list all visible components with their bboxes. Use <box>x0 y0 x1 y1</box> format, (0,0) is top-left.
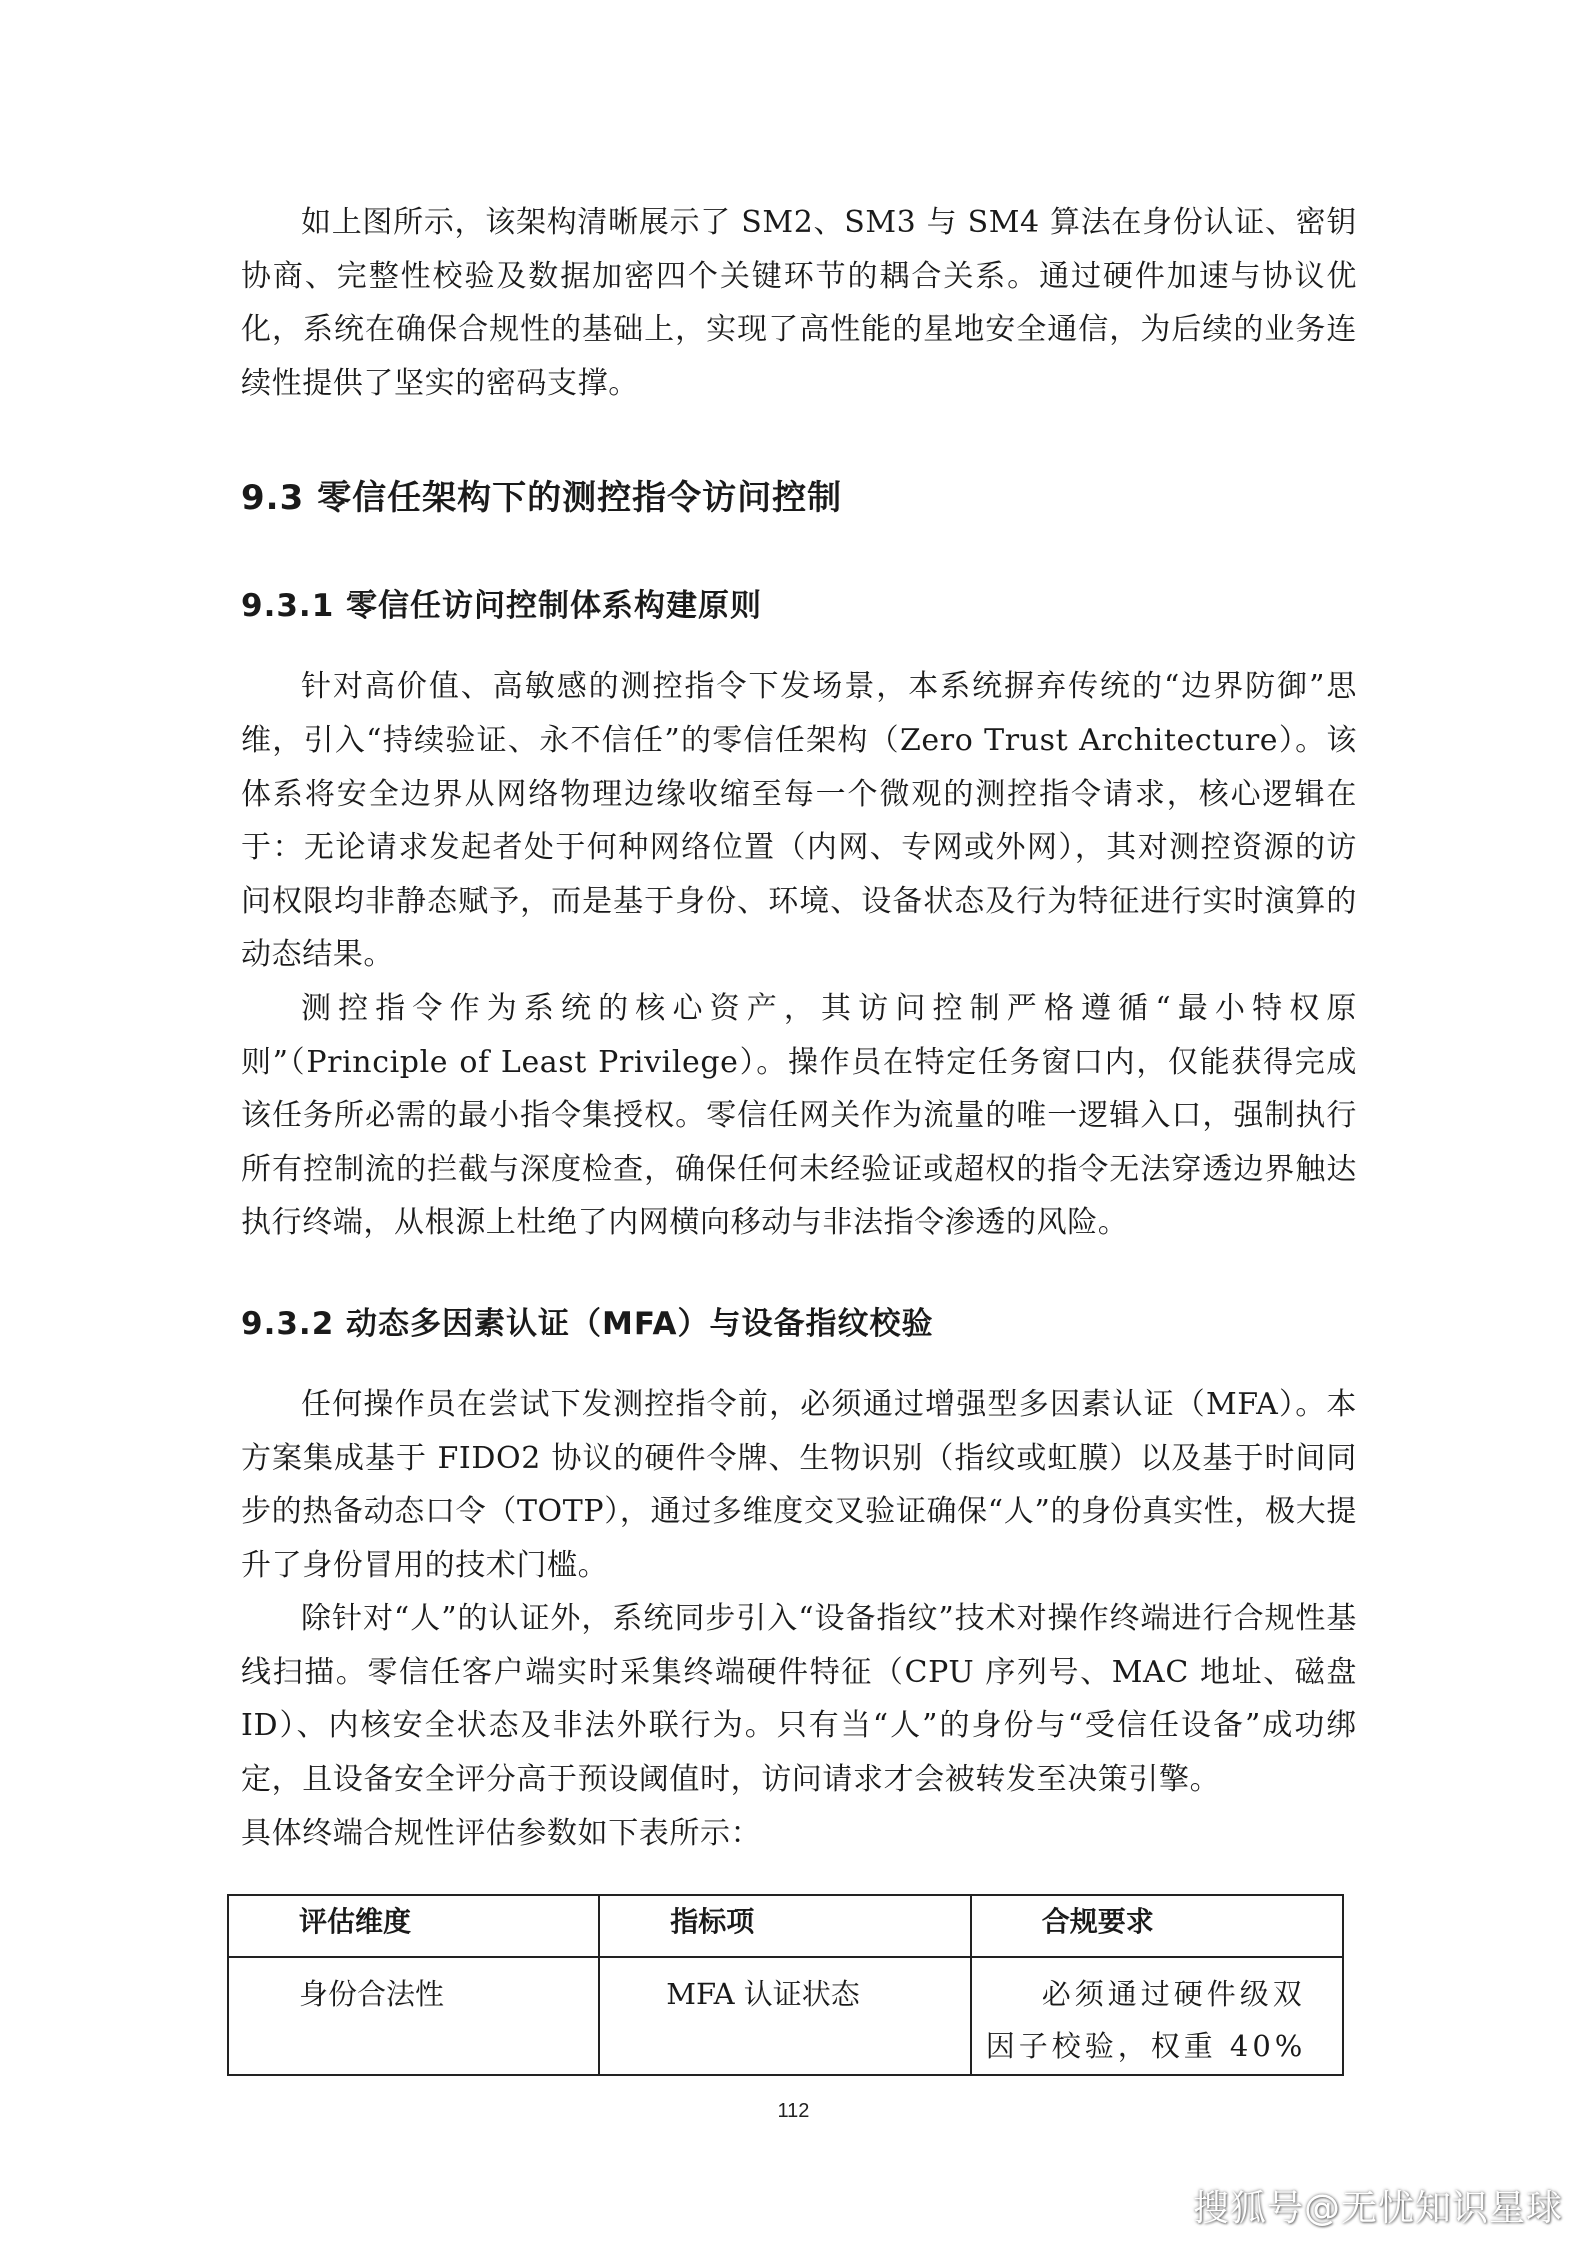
watermark: 搜狐号@无忧知识星球 <box>1192 2188 1563 2229</box>
page-number: 112 <box>777 2100 810 2122</box>
compliance-table <box>227 1894 1344 2076</box>
table-row <box>228 1957 1343 2075</box>
subsection-2-paragraph-1: 任何操作员在尝试下发测控指令前，必须通过增强型多因素认证（MFA）。本方案集成基于 FIDO2 协议的硬件令牌、生物识别（指纹或虹膜）以及基于时间同步的热备动态口令（TOTP），通过多维度交叉验证确保“人”的身份真实性，极大提升了身份冒用的技术门槛。 <box>241 1386 1357 1583</box>
table-header-indicator: 指标项 <box>599 1895 970 1957</box>
table-header-row <box>228 1895 1343 1957</box>
table-lead-text: 具体终端合规性评估参数如下表所示： <box>241 1815 762 1851</box>
table-cell-requirement: 必须通过硬件级双因子校验，权重 40% <box>971 1957 1343 2075</box>
subsection-2-paragraph-2: 除针对“人”的认证外，系统同步引入“设备指纹”技术对操作终端进行合规性基线扫描。零信任客户端实时采集终端硬件特征（CPU 序列号、MAC 地址、磁盘 ID）、内核安全状态及非法外联行为。只有当“人”的身份与“受信任设备”成功绑定，且设备安全评分高于预设阈值时，访问请求才会被转发至决策引擎。 <box>241 1601 1357 1798</box>
table-cell-dimension: 身份合法性 <box>228 1957 599 2075</box>
intro-paragraph: 如上图所示，该架构清晰展示了 SM2、SM3 与 SM4 算法在身份认证、密钥协商、完整性校验及数据加密四个关键环节的耦合关系。通过硬件加速与协议优化，系统在确保合规性的基础上，实现了高性能的星地安全通信，为后续的业务连续性提供了坚实的密码支撑。 <box>241 205 1357 401</box>
subsection-1-paragraph-2: 测控指令作为系统的核心资产，其访问控制严格遵循“最小特权原则”（Principle of Least Privilege）。操作员在特定任务窗口内，仅能获得完成该任务所必需的最小指令集授权。零信任网关作为流量的唯一逻辑入口，强制执行所有控制流的拦截与深度检查，确保任何未经验证或超权的指令无法穿透边界触达执行终端，从根源上杜绝了内网横向移动与非法指令渗透的风险。 <box>241 990 1357 1241</box>
page-content <box>241 196 1357 1860</box>
section-heading: 9.3 零信任架构下的测控指令访问控制 <box>241 478 843 519</box>
table-header-requirement: 合规要求 <box>971 1895 1343 1957</box>
table-cell-indicator: MFA 认证状态 <box>599 1957 970 2075</box>
table-header-dimension: 评估维度 <box>228 1895 599 1957</box>
subsection-1-paragraph-1: 针对高价值、高敏感的测控指令下发场景，本系统摒弃传统的“边界防御”思维，引入“持续验证、永不信任”的零信任架构（Zero Trust Architecture）。该体系将安全边界从网络物理边缘收缩至每一个微观的测控指令请求，核心逻辑在于：无论请求发起者处于何种网络位置（内网、专网或外网），其对测控资源的访问权限均非静态赋予，而是基于身份、环境、设备状态及行为特征进行实时演算的动态结果。 <box>241 669 1357 973</box>
subsection-heading-1: 9.3.1 零信任访问控制体系构建原则 <box>241 588 763 625</box>
subsection-heading-2: 9.3.2 动态多因素认证（MFA）与设备指纹校验 <box>241 1305 934 1342</box>
